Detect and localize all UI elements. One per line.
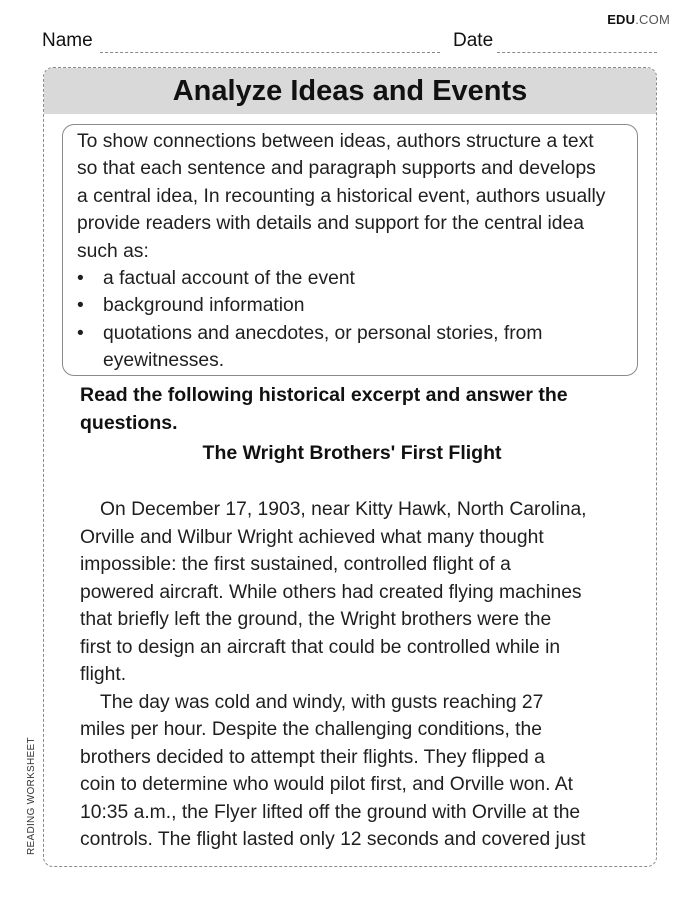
info-box bbox=[62, 124, 638, 376]
name-label: Name bbox=[42, 30, 93, 51]
brand-logo-part1: EDU bbox=[607, 12, 636, 27]
passage-title: The Wright Brothers' First Flight bbox=[202, 442, 502, 464]
intro-line: so that each sentence and paragraph supports and develops bbox=[77, 158, 596, 180]
passage-line: miles per hour. Despite the challenging conditions, the bbox=[80, 719, 542, 740]
intro-line: provide readers with details and support for the central idea bbox=[77, 213, 584, 235]
passage-line: coin to determine who would pilot first, and Orville won. At bbox=[80, 774, 573, 795]
side-label: READING WORKSHEET bbox=[26, 737, 37, 855]
date-label: Date bbox=[453, 30, 494, 51]
brand-logo bbox=[607, 12, 670, 27]
intro-line: To show connections between ideas, authors structure a text bbox=[77, 131, 594, 152]
passage-line: first to design an aircraft that could be controlled while in bbox=[80, 636, 561, 658]
instructions-line: questions. bbox=[80, 411, 178, 434]
instructions-line: Read the following historical excerpt and answer the bbox=[80, 384, 568, 406]
passage-line: flight. bbox=[80, 664, 127, 685]
bullet-item: • a factual account of the event bbox=[77, 265, 637, 292]
passage-line: Orville and Wilbur Wright achieved what many thought bbox=[80, 526, 544, 548]
page-title: Analyze Ideas and Events bbox=[44, 68, 656, 114]
passage-line: The day was cold and windy, with gusts reaching 27 bbox=[100, 691, 544, 713]
passage-line: powered aircraft. While others had created flying machines bbox=[80, 581, 582, 603]
brand-logo-part2: .COM bbox=[635, 12, 670, 27]
passage-line: controls. The flight lasted only 12 seconds and covered just bbox=[80, 829, 586, 850]
passage-text bbox=[80, 496, 650, 854]
date-field[interactable] bbox=[497, 52, 657, 53]
passage-line: that briefly left the ground, the Wright brothers were the bbox=[80, 609, 552, 630]
passage-line: 10:35 a.m., the Flyer lifted off the ground with Orville at the bbox=[80, 801, 581, 823]
name-field[interactable] bbox=[100, 52, 440, 53]
bullet-list bbox=[77, 265, 637, 375]
intro-line: a central idea, In recounting a historical event, authors usually bbox=[77, 185, 606, 207]
instructions bbox=[80, 382, 640, 437]
passage-line: impossible: the first sustained, controlled flight of a bbox=[80, 554, 511, 575]
passage-line: brothers decided to attempt their flights. They flipped a bbox=[80, 746, 545, 768]
passage-line: On December 17, 1903, near Kitty Hawk, North Carolina, bbox=[100, 499, 587, 520]
bullet-item: • background information bbox=[77, 292, 637, 319]
bullet-item: • quotations and anecdotes, or personal stories, from eyewitnesses. bbox=[77, 320, 637, 375]
intro-line: such as: bbox=[77, 240, 149, 262]
